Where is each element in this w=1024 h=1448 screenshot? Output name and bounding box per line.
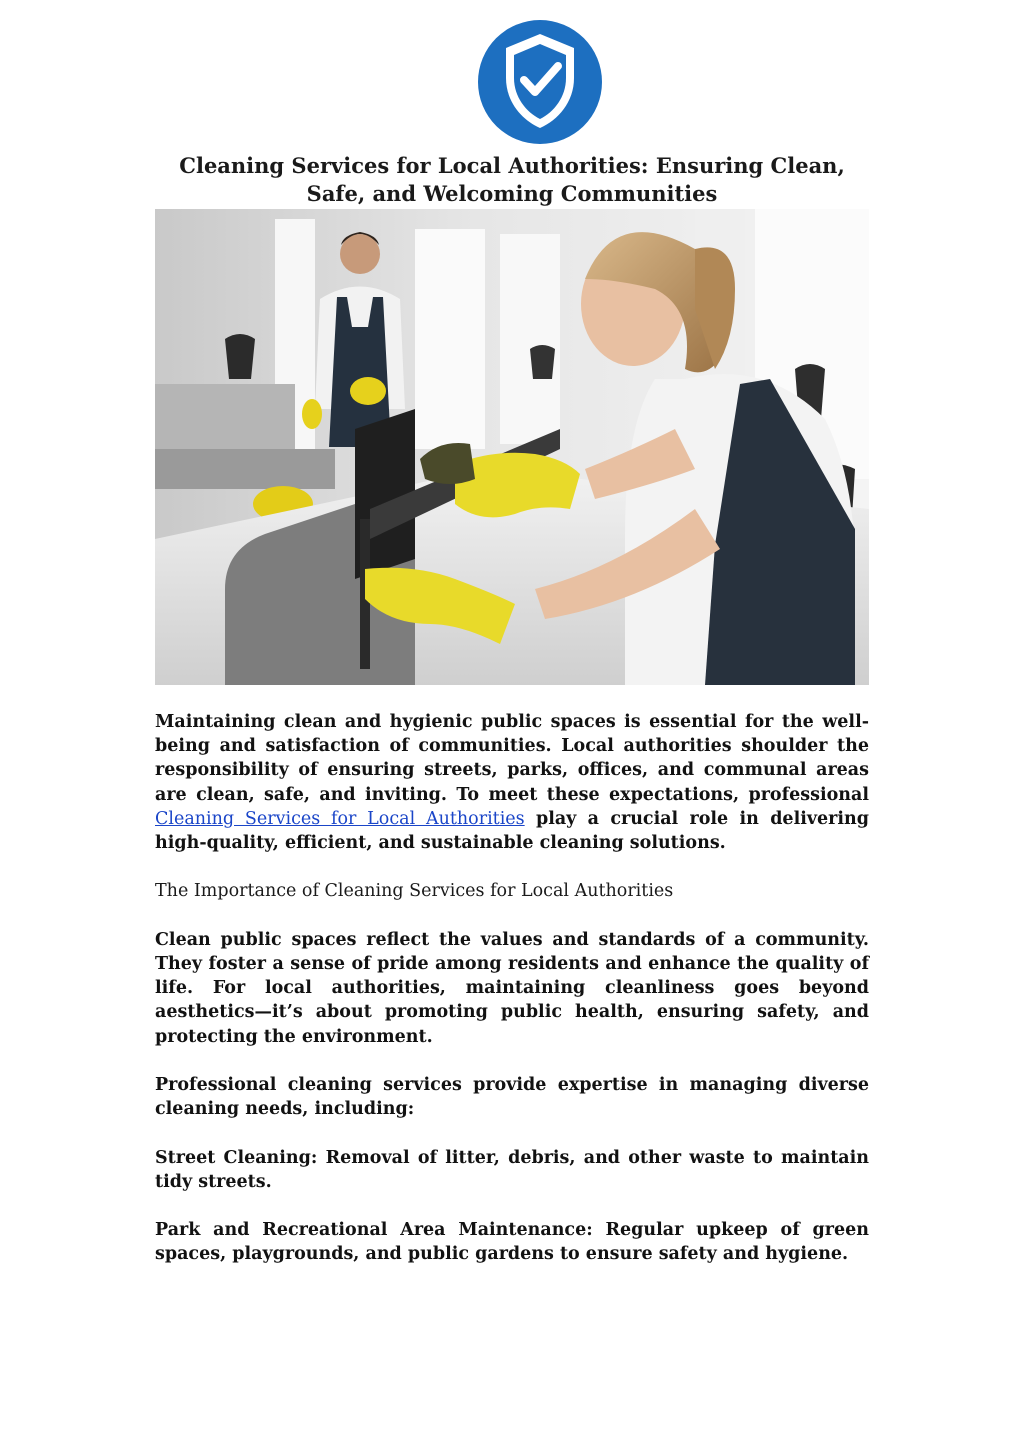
professional-paragraph: Professional cleaning services provide expertise in managing diverse cleaning needs, including: — [155, 1075, 869, 1120]
street-cleaning-item: Street Cleaning: Removal of litter, debris, and other waste to maintain tidy streets. — [155, 1147, 869, 1192]
importance-heading: The Importance of Cleaning Services for Local Authorities — [155, 881, 674, 902]
intro-text-start: Maintaining clean and hygienic public spaces is essential for the well-being and satisfaction of communities. Local authorities shoulder the responsibility of ensuring streets, parks, offices, and communal areas are clean, safe, and inviting. To meet these expectations, professional — [155, 712, 869, 805]
page-title: Cleaning Services for Local Authorities: Ensuring Clean, Safe, and Welcoming Communities — [179, 153, 845, 206]
shield-check-icon — [478, 20, 602, 144]
park-maintenance-item: Park and Recreational Area Maintenance: Regular upkeep of green spaces, playgrounds, and public gardens to ensure safety and hygiene. — [155, 1220, 869, 1265]
values-paragraph: Clean public spaces reflect the values and standards of a community. They foster a sense of pride among residents and enhance the quality of life. For local authorities, maintaining cleanliness goes beyond aesthetics—it’s about promoting public health, ensuring safety, and protecting the environment. — [155, 929, 869, 1047]
cleaning-services-link[interactable]: Cleaning Services for Local Authorities — [155, 808, 525, 829]
intro-text-end: play a crucial role in delivering high-quality, efficient, and sustainable cleaning solutions. — [155, 808, 869, 854]
article-body — [155, 710, 869, 1291]
hero-photo — [155, 209, 869, 685]
intro-paragraph — [155, 710, 869, 855]
